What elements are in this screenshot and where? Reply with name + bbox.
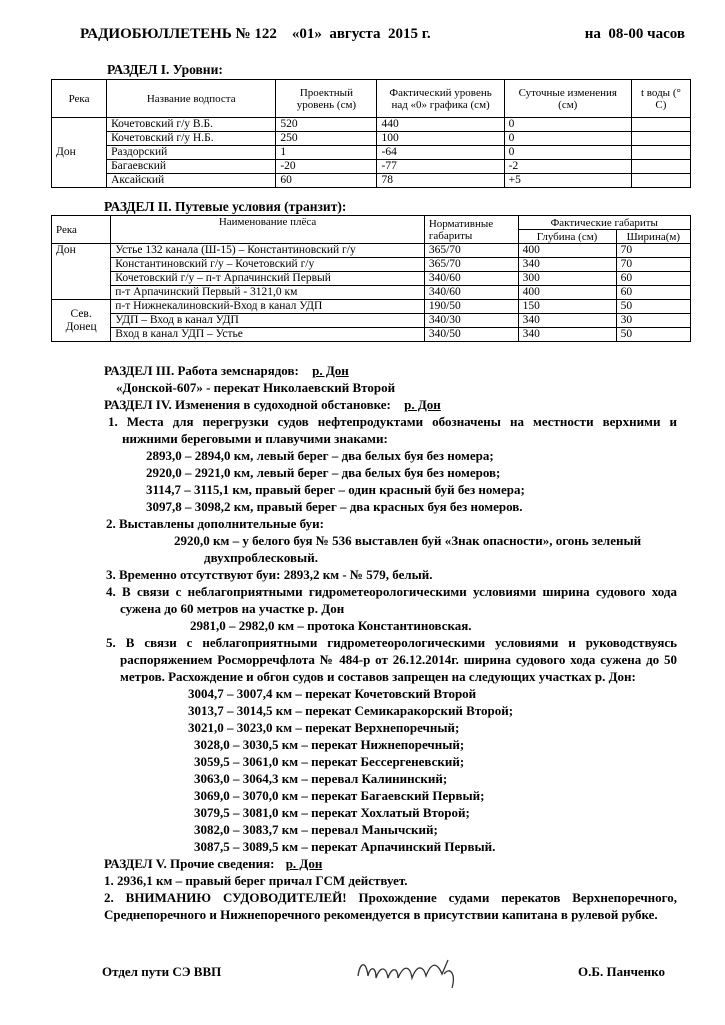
route-depth: 300 (518, 272, 616, 286)
levels-design: 250 (276, 132, 377, 146)
route-norm: 190/50 (424, 300, 518, 314)
item5-line: 3021,0 – 3023,0 км – перекат Верхнепоречный; (188, 720, 460, 735)
signatory-name: О.Б. Панченко (578, 964, 665, 979)
table-row (52, 118, 691, 132)
table-row (52, 132, 691, 146)
section3-heading (104, 362, 677, 379)
route-width: 60 (616, 286, 690, 300)
route-depth: 340 (518, 258, 616, 272)
item1-line: 2893,0 – 2894,0 км, левый берег – два белых буя без номера; (146, 448, 494, 463)
levels-change: -2 (504, 160, 631, 174)
route-depth: 400 (518, 286, 616, 300)
item5-line: 3028,0 – 3030,5 км – перекат Нижнепоречный; (194, 737, 465, 752)
item5-line: 3087,5 – 3089,5 км – перекат Арпачинский Первый. (194, 839, 496, 854)
levels-header-river: Река (52, 80, 107, 118)
route-name: Вход в канал УДП – Устье (111, 328, 425, 342)
item5-line: 3069,0 – 3070,0 км – перекат Багаевский Первый; (194, 788, 485, 803)
section5-heading (104, 855, 677, 872)
levels-river: Дон (52, 118, 107, 188)
levels-header-actual: Фактический уровень над «0» графика (см) (377, 80, 504, 118)
item1-line: 3114,7 – 3115,1 км, правый берег – один красный буй без номера; (146, 482, 525, 497)
route-width: 60 (616, 272, 690, 286)
levels-post: Раздорский (107, 146, 276, 160)
route-name: п-т Арпачинский Первый - 3121,0 км (111, 286, 425, 300)
item5-line: 3004,7 – 3007,4 км – перекат Кочетовский Второй (188, 686, 477, 701)
levels-temp (631, 174, 690, 188)
table-row (52, 146, 691, 160)
levels-temp (631, 146, 690, 160)
route-header-fact: Фактические габариты (518, 216, 690, 230)
route-norm: 365/70 (424, 258, 518, 272)
route-river: Сев. Донец (52, 300, 111, 342)
route-depth: 400 (518, 244, 616, 258)
route-width: 50 (616, 328, 690, 342)
section2-title: РАЗДЕЛ II. Путевые условия (транзит): (104, 199, 347, 214)
levels-table (51, 79, 691, 188)
route-table (51, 215, 691, 342)
table-row (52, 328, 691, 342)
route-norm: 340/60 (424, 272, 518, 286)
levels-temp (631, 132, 690, 146)
item1-line: 2920,0 – 2921,0 км, левый берег – два белых буя без номеров; (146, 465, 501, 480)
section4-item4: 4. В связи с неблагоприятными гидрометеорологическими условиями ширина судового хода сужена до 60 метров на участке р. Дон (106, 584, 677, 616)
route-name: Устье 132 канала (Ш-15) – Константиновский г/у (111, 244, 425, 258)
levels-temp (631, 160, 690, 174)
levels-post: Багаевский (107, 160, 276, 174)
levels-post: Кочетовский г/у Н.Б. (107, 132, 276, 146)
signature (352, 952, 492, 996)
levels-change: 0 (504, 132, 631, 146)
dredger-line: «Донской-607» - перекат Николаевский Второй (116, 380, 396, 395)
item4-line: 2981,0 – 2982,0 км – протока Константиновская. (190, 618, 472, 633)
route-width: 70 (616, 244, 690, 258)
table-row (52, 160, 691, 174)
item5-line: 3013,7 – 3014,5 км – перекат Семикаракорский Второй; (188, 703, 514, 718)
route-name: Кочетовский г/у – п-т Арпачинский Первый (111, 272, 425, 286)
levels-actual: 440 (377, 118, 504, 132)
section5-title: РАЗДЕЛ V. Прочие сведения: (104, 856, 275, 871)
section1-title: РАЗДЕЛ I. Уровни: (107, 62, 223, 77)
levels-design: 1 (276, 146, 377, 160)
levels-post: Аксайский (107, 174, 276, 188)
bulletin-time: на 08-00 часов (584, 26, 685, 42)
section3-river: р. Дон (312, 363, 349, 378)
section5-river: р. Дон (285, 856, 323, 871)
route-depth: 150 (518, 300, 616, 314)
levels-header-change: Суточные изменения (см) (504, 80, 631, 118)
section5-item1: 1. 2936,1 км – правый берег причал ГСМ действует. (104, 873, 408, 888)
levels-design: 60 (276, 174, 377, 188)
route-name: Константиновский г/у – Кочетовский г/у (111, 258, 425, 272)
levels-change: +5 (504, 174, 631, 188)
table-row (52, 272, 691, 286)
levels-change: 0 (504, 118, 631, 132)
route-header-name: Наименование плёса (111, 216, 425, 244)
section4-item2: 2. Выставлены дополнительные буи: (106, 516, 324, 531)
route-header-river: Река (52, 216, 111, 244)
route-norm: 340/50 (424, 328, 518, 342)
section4-item1: 1. Места для перегрузки судов нефтепродуктами обозначены на местности верхними и нижними береговыми и плавучими знаками: (108, 414, 677, 446)
table-row (52, 258, 691, 272)
bulletin-title: РАДИОБЮЛЛЕТЕНЬ № 122 «01» августа 2015 г. (80, 26, 431, 42)
section4-item5: 5. В связи с неблагоприятными гидрометеорологическими условиями и руководствуясь распоряжением Росморречфлота № 484-р от 26.12.2014г. ширина судового хода сужена до 50 метров. Расхождение и обгон судов и составов запрещен на следующих участках р. Дон: (106, 635, 677, 684)
route-norm: 365/70 (424, 244, 518, 258)
table-row (52, 300, 691, 314)
levels-actual: -77 (377, 160, 504, 174)
levels-post: Кочетовский г/у В.Б. (107, 118, 276, 132)
route-name: п-т Нижнекалиновский-Вход в канал УДП (111, 300, 425, 314)
section4-item3: 3. Временно отсутствуют буи: 2893,2 км - № 579, белый. (106, 567, 433, 582)
route-width: 30 (616, 314, 690, 328)
item2-line1: 2920,0 км – у белого буя № 536 выставлен буй «Знак опасности», огонь зеленый (174, 533, 642, 548)
route-width: 50 (616, 300, 690, 314)
item1-line: 3097,8 – 3098,2 км, правый берег – два красных буя без номеров. (146, 499, 523, 514)
route-depth: 340 (518, 328, 616, 342)
route-name: УДП – Вход в канал УДП (111, 314, 425, 328)
route-header-depth: Глубина (см) (518, 230, 616, 244)
route-width: 70 (616, 258, 690, 272)
route-river: Дон (52, 244, 111, 300)
item5-line: 3082,0 – 3083,7 км – перевал Манычский; (194, 822, 438, 837)
bulletin-header (80, 26, 685, 43)
levels-actual: 100 (377, 132, 504, 146)
levels-header-design: Проектный уровень (см) (276, 80, 377, 118)
route-norm: 340/30 (424, 314, 518, 328)
levels-temp (631, 118, 690, 132)
item5-line: 3079,5 – 3081,0 км – перекат Хохлатый Второй; (194, 805, 470, 820)
department: Отдел пути СЭ ВВП (102, 964, 222, 979)
section4-river: р. Дон (404, 397, 441, 412)
item5-line: 3063,0 – 3064,3 км – перевал Калининский; (194, 771, 448, 786)
item5-line: 3059,5 – 3061,0 км – перекат Бессергеневский; (194, 754, 465, 769)
levels-actual: 78 (377, 174, 504, 188)
table-row (52, 244, 691, 258)
section5-item2: 2. ВНИМАНИЮ СУДОВОДИТЕЛЕЙ! Прохождение судами перекатов Верхнепоречного, Среднепоречного и Нижнепоречного рекомендуется в присутствии капитана в рулевой рубке. (104, 890, 677, 922)
levels-actual: -64 (377, 146, 504, 160)
levels-change: 0 (504, 146, 631, 160)
route-header-norm: Нормативные габариты (424, 216, 518, 244)
levels-design: 520 (276, 118, 377, 132)
item2-line2: двухпроблесковый. (204, 550, 318, 565)
route-header-width: Ширина(м) (616, 230, 690, 244)
levels-header-temp: t воды (° С) (631, 80, 690, 118)
section4-heading (104, 396, 677, 413)
section3-title: РАЗДЕЛ III. Работа земснарядов: (104, 363, 299, 378)
bulletin-body (100, 362, 677, 923)
section4-title: РАЗДЕЛ IV. Изменения в судоходной обстановке: (104, 397, 391, 412)
table-row (52, 174, 691, 188)
route-depth: 340 (518, 314, 616, 328)
route-norm: 340/60 (424, 286, 518, 300)
footer (102, 962, 665, 992)
levels-design: -20 (276, 160, 377, 174)
table-row (52, 314, 691, 328)
levels-header-post: Название водпоста (107, 80, 276, 118)
table-row (52, 286, 691, 300)
